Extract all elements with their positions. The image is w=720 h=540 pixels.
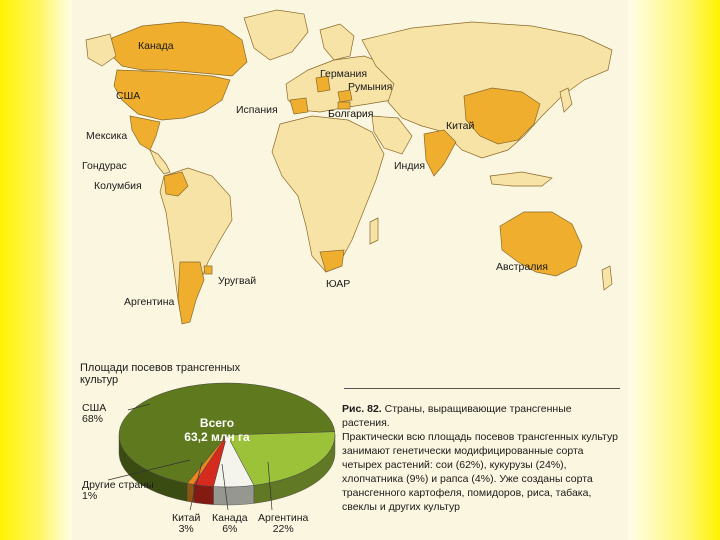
figure-caption bbox=[342, 402, 622, 514]
label-india: Индия bbox=[394, 160, 426, 172]
caption-body: Практически всю площадь посевов трансгенных культур занимают генетически модифицированные сорта четырех растений: сои (62%), кукурузы (24%), хлопчатника (9%) и рапса (4%). Уже созданы сорта трансгенного картофеля, помидоров, риса, табака, свеклы и других культур bbox=[342, 431, 618, 513]
pie-label-china-name: Китай bbox=[172, 512, 201, 524]
pie-label-china-value: 3% bbox=[178, 523, 194, 535]
uruguay-shape bbox=[204, 266, 212, 274]
pie-side-Китай bbox=[194, 484, 214, 504]
caption-fig-number: Рис. 82. bbox=[342, 403, 382, 415]
pie-label-canada bbox=[212, 513, 248, 535]
label-honduras: Гондурас bbox=[82, 160, 127, 172]
pie-label-canada-value: 6% bbox=[222, 523, 238, 535]
label-canada: Канада bbox=[138, 40, 174, 52]
pie-label-other bbox=[82, 480, 162, 502]
pie-label-china bbox=[172, 513, 200, 535]
label-south-africa: ЮАР bbox=[326, 278, 351, 290]
pie-label-other-value: 1% bbox=[82, 490, 98, 502]
label-spain: Испания bbox=[236, 104, 278, 116]
caption-title: Страны, выращивающие трансгенные растения. bbox=[342, 403, 572, 429]
caption-rule bbox=[344, 388, 620, 389]
pie-label-canada-name: Канада bbox=[212, 512, 248, 524]
pie-center-label: Всего 63,2 млн га bbox=[184, 416, 250, 444]
label-germany: Германия bbox=[320, 68, 368, 80]
slide bbox=[72, 0, 628, 540]
label-romania: Румыния bbox=[348, 81, 393, 93]
label-bulgaria: Болгария bbox=[328, 108, 374, 120]
pie-side-Канада bbox=[213, 485, 253, 505]
label-australia: Австралия bbox=[496, 261, 548, 273]
label-mexico: Мексика bbox=[86, 130, 128, 142]
legend-title: Площади посевов трансгенных культур bbox=[80, 362, 241, 386]
pie-label-argentina-value: 22% bbox=[272, 523, 294, 535]
pie-label-argentina bbox=[258, 513, 308, 535]
label-uruguay: Уругвай bbox=[218, 275, 257, 287]
pie-label-usa bbox=[82, 403, 106, 425]
label-china: Китай bbox=[446, 120, 475, 132]
pie-label-other-name: Другие страны bbox=[82, 479, 154, 491]
label-colombia: Колумбия bbox=[94, 180, 142, 192]
madagascar-shape bbox=[370, 218, 378, 244]
pie-label-usa-name: США bbox=[82, 402, 107, 414]
label-usa: США bbox=[116, 90, 141, 102]
label-argentina: Аргентина bbox=[124, 296, 175, 308]
pie-label-argentina-name: Аргентина bbox=[258, 512, 309, 524]
pie-label-usa-value: 68% bbox=[82, 413, 104, 425]
